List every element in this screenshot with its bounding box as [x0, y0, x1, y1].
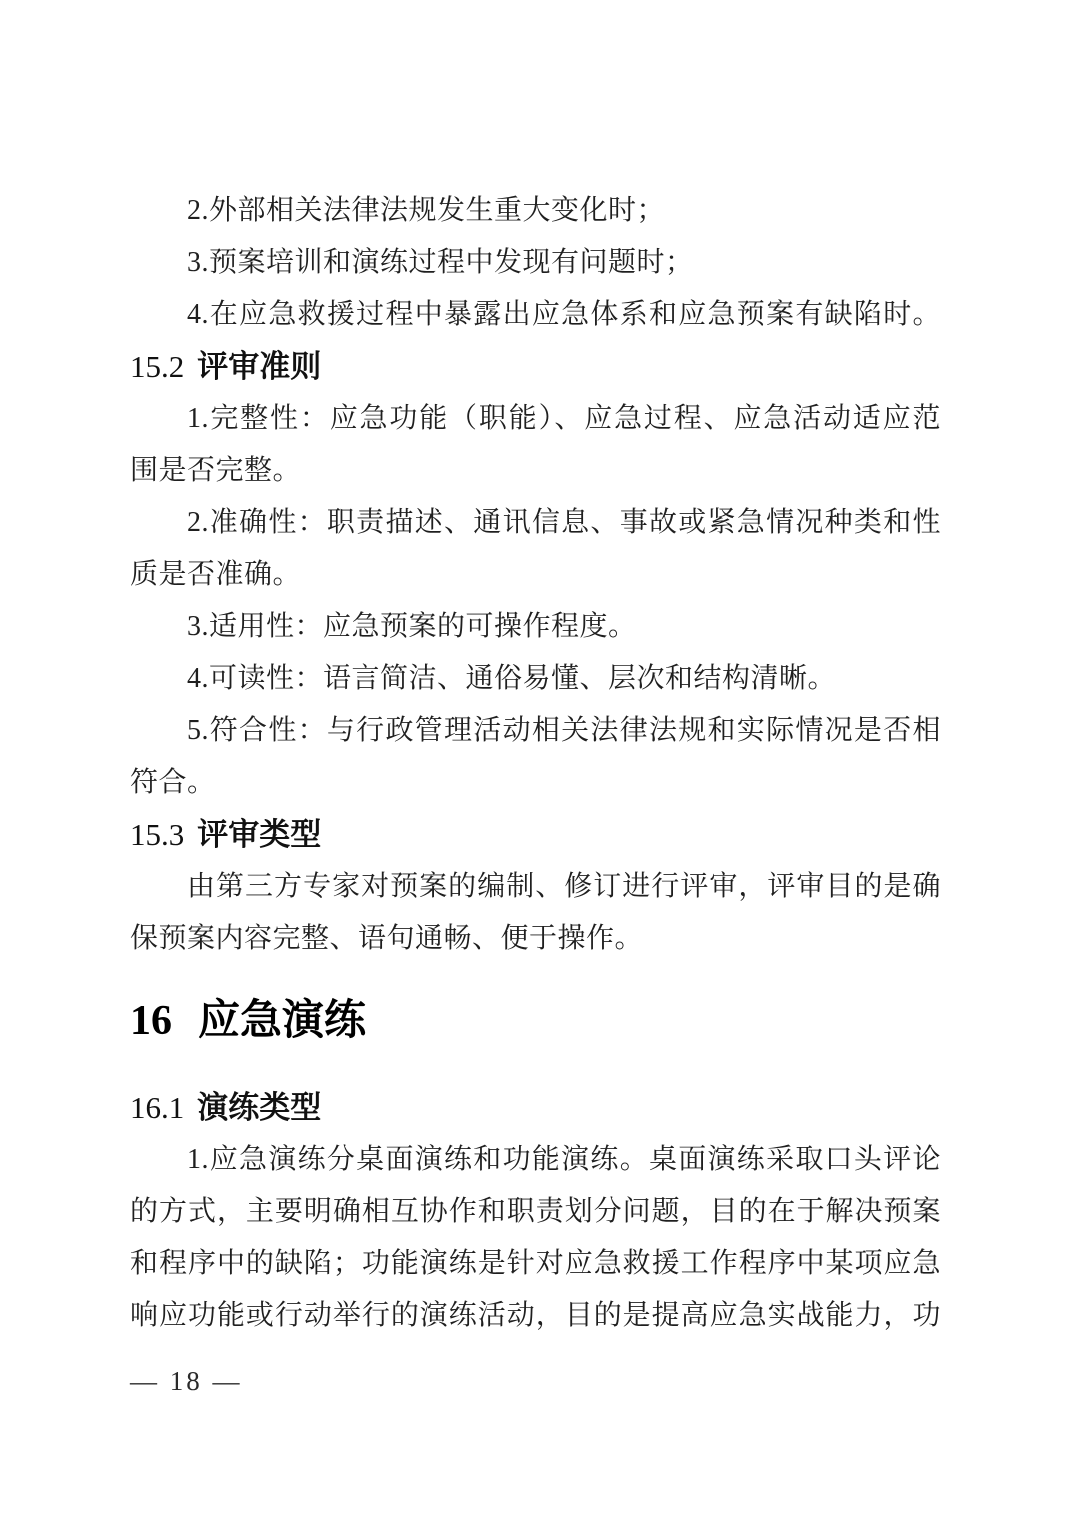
paragraph-line: 3.适用性：应急预案的可操作程度。 [187, 611, 637, 642]
section-heading [130, 809, 941, 861]
paragraph-line: 和程序中的缺陷；功能演练是针对应急救援工作程序中某项应急 [130, 1248, 941, 1279]
section-title: 演练类型 [197, 1090, 322, 1125]
section-number: 15.2 [130, 349, 185, 384]
paragraph-line: 质是否准确。 [130, 559, 302, 590]
paragraph-line: 1.完整性：应急功能（职能）、应急过程、应急活动适应范 [187, 403, 941, 434]
paragraph-line: 围是否完整。 [130, 455, 302, 486]
paragraph-line: 符合。 [130, 767, 216, 798]
paragraph-line: 4.可读性：语言简洁、通俗易懂、层次和结构清晰。 [187, 663, 837, 694]
paragraph-line: 的方式，主要明确相互协作和职责划分问题，目的在于解决预案 [130, 1196, 941, 1227]
section-heading [130, 1082, 941, 1134]
paragraph-line: 保预案内容完整、语句通畅、便于操作。 [130, 923, 644, 954]
section-number: 15.3 [130, 817, 185, 852]
paragraph-line: 2.外部相关法律法规发生重大变化时； [187, 195, 666, 226]
paragraph-line: 4.在应急救援过程中暴露出应急体系和应急预案有缺陷时。 [187, 299, 941, 330]
page-number: — 18 — [130, 1366, 243, 1396]
chapter-number: 16 [130, 998, 172, 1044]
section-number: 16.1 [130, 1090, 185, 1125]
page-footer [130, 1364, 941, 1398]
paragraph-line: 5.符合性：与行政管理活动相关法律法规和实际情况是否相 [187, 715, 941, 746]
section-title: 评审类型 [197, 817, 322, 852]
chapter-title: 应急演练 [198, 998, 367, 1044]
paragraph-line: 响应功能或行动举行的演练活动，目的是提高应急实战能力，功 [130, 1300, 941, 1331]
paragraph-line: 3.预案培训和演练过程中发现有问题时； [187, 247, 694, 278]
chapter-heading [130, 990, 941, 1052]
section-title: 评审准则 [197, 349, 322, 384]
section-heading [130, 341, 941, 393]
paragraph-line: 1.应急演练分桌面演练和功能演练。桌面演练采取口头评论 [187, 1144, 941, 1175]
document-body [130, 185, 941, 1342]
paragraph-line: 2.准确性：职责描述、通讯信息、事故或紧急情况种类和性 [187, 507, 941, 538]
paragraph-line: 由第三方专家对预案的编制、修订进行评审，评审目的是确 [187, 871, 941, 902]
